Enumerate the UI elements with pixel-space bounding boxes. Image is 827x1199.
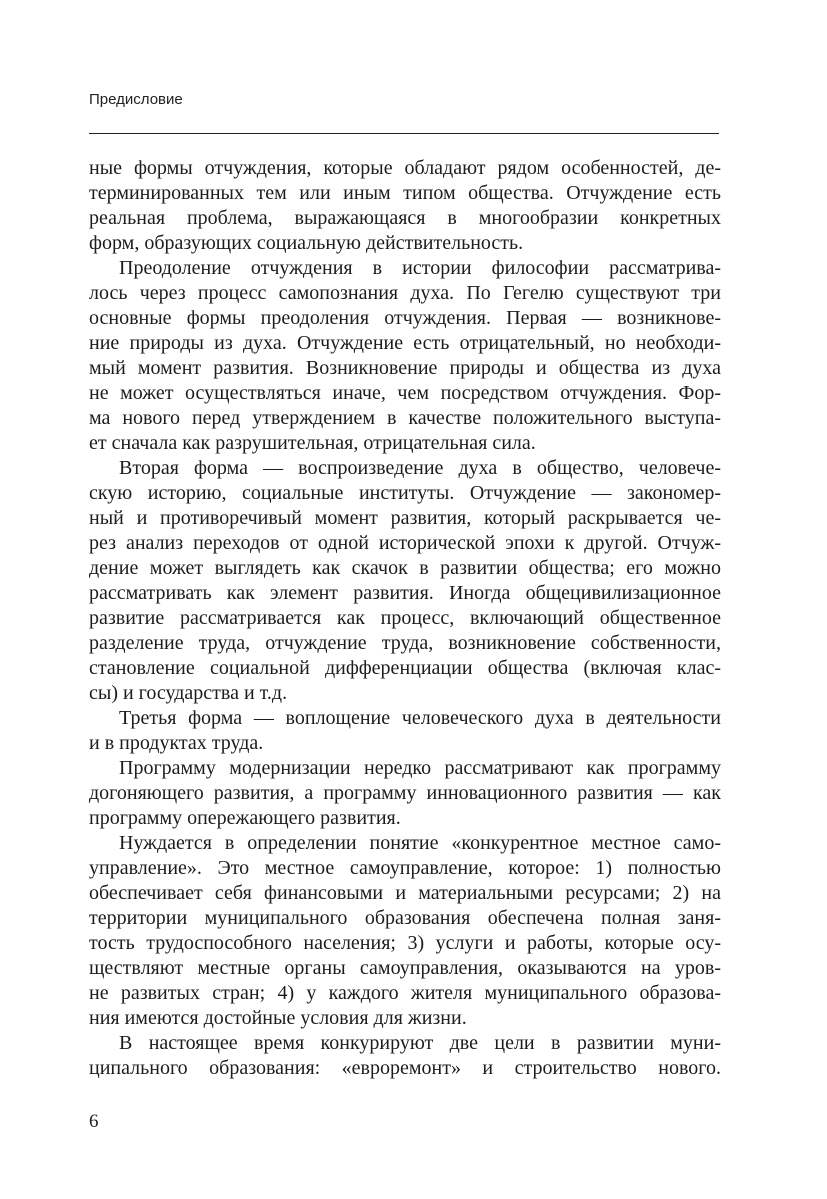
text-line: Преодоление отчуждения в истории философии рассматрива-: [119, 257, 721, 279]
text-line: Нуждается в определении понятие «конкурентное местное само-: [119, 832, 721, 854]
text-line: ма нового перед утверждением в качестве положительного выступа-: [89, 407, 721, 429]
text-line: терминированных тем или иным типом общества. Отчуждение есть: [89, 182, 721, 204]
text-line: программу опережающего развития.: [89, 807, 401, 829]
text-line: сы) и государства и т.д.: [89, 682, 288, 704]
text-line: форм, образующих социальную действительность.: [89, 232, 524, 254]
text-line: скую историю, социальные институты. Отчуждение — закономер-: [89, 482, 721, 504]
text-line: тость трудоспособного населения; 3) услуги и работы, которые осу-: [89, 932, 721, 954]
text-line: рассматривать как элемент развития. Иногда общецивилизационное: [89, 582, 721, 604]
text-line: не может осуществляться иначе, чем посредством отчуждения. Фор-: [89, 382, 721, 404]
text-line: В настоящее время конкурируют две цели в развитии муни-: [119, 1032, 721, 1054]
text-line: Вторая форма — воспроизведение духа в общество, человече-: [119, 457, 721, 479]
text-line: ществляют местные органы самоуправления, оказываются на уров-: [89, 957, 721, 979]
text-line: рез анализ переходов от одной исторической эпохи к другой. Отчуж-: [89, 532, 721, 554]
text-line: территории муниципального образования обеспечена полная заня-: [89, 907, 721, 929]
text-line: и в продуктах труда.: [89, 732, 264, 754]
page-number: 6: [89, 1111, 99, 1132]
text-line: ет сначала как разрушительная, отрицательная сила.: [89, 432, 536, 454]
text-line: мый момент развития. Возникновение природы и общества из духа: [89, 357, 721, 379]
text-line: Программу модернизации нередко рассматривают как программу: [119, 757, 721, 779]
text-line: не развитых стран; 4) у каждого жителя муниципального образова-: [89, 982, 721, 1004]
text-line: ный и противоречивый момент развития, который раскрывается че-: [89, 507, 721, 529]
text-line: ципального образования: «евроремонт» и строительство нового.: [89, 1057, 721, 1079]
running-header: Предисловие: [89, 91, 183, 108]
header-rule: [89, 133, 719, 134]
text-line: управление». Это местное самоуправление, которое: 1) полностью: [89, 857, 721, 879]
text-line: догоняющего развития, а программу инновационного развития — как: [89, 782, 721, 804]
text-line: становление социальной дифференциации общества (включая клас-: [89, 657, 721, 679]
text-line: основные формы преодоления отчуждения. Первая — возникнове-: [89, 307, 721, 329]
text-line: развитие рассматривается как процесс, включающий общественное: [89, 607, 721, 629]
text-line: дение может выглядеть как скачок в развитии общества; его можно: [89, 557, 721, 579]
text-line: Третья форма — воплощение человеческого духа в деятельности: [119, 707, 721, 729]
text-line: лось через процесс самопознания духа. По Гегелю существуют три: [89, 282, 721, 304]
text-line: разделение труда, отчуждение труда, возникновение собственности,: [89, 632, 721, 654]
text-line: ние природы из духа. Отчуждение есть отрицательный, но необходи-: [89, 332, 721, 354]
body-text: [89, 156, 721, 1081]
text-line: ные формы отчуждения, которые обладают рядом особенностей, де-: [89, 157, 721, 179]
text-line: обеспечивает себя финансовыми и материальными ресурсами; 2) на: [89, 882, 721, 904]
text-line: ния имеются достойные условия для жизни.: [89, 1007, 467, 1029]
text-line: реальная проблема, выражающаяся в многообразии конкретных: [89, 207, 721, 229]
